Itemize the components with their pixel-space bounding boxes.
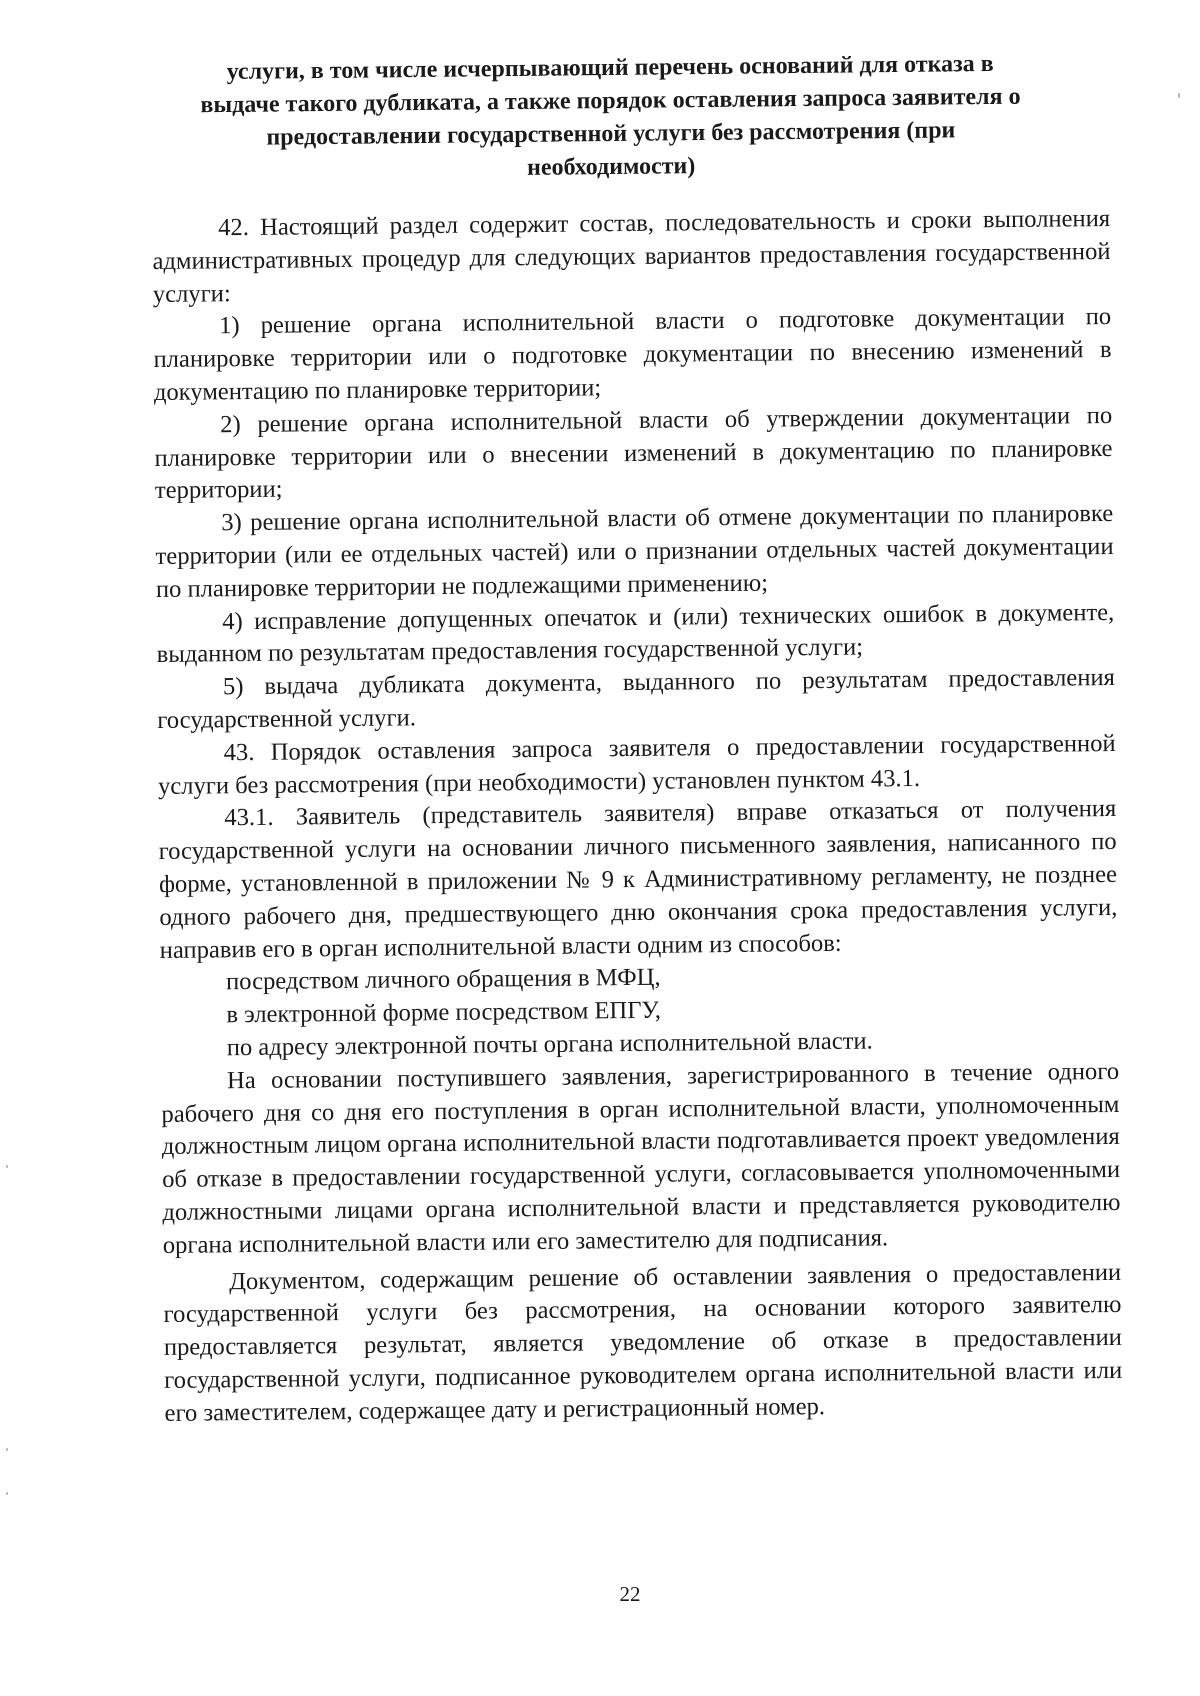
list-item-5: 5) выдача дубликата документа, выданного по результатам предоставления государственной услуги. <box>157 664 1116 734</box>
list-item-3: 3) решение органа исполнительной власти об отмене документации по планировке территории (или ее отдельных частей) или о признании отдельных частей документации по планировке территории не подлежащими применению; <box>155 500 1114 603</box>
scan-speck <box>6 1165 8 1168</box>
section-heading <box>130 47 1091 189</box>
heading-line: выдаче такого дубликата, а также порядок оставления запроса заявителя о <box>200 83 1021 119</box>
scan-speck <box>1178 93 1180 98</box>
paragraph-basis: На основании поступившего заявления, зарегистрированного в течение одного рабочего дня со дня его поступления в орган исполнительной власти, уполномоченным должностным лицом органа исполнительной власти подготавливается проект уведомления об отказе в предоставлении государственной услуги, согласовывается уполномоченными должностными лицами органа исполнительной власти и представляется руководителю органа исполнительной власти или его заместителю для подписания. <box>161 1057 1121 1259</box>
submission-way-email: по адресу электронной почты органа исполнительной власти. <box>226 1027 873 1062</box>
heading-line: необходимости) <box>526 153 696 181</box>
scan-speck <box>6 1448 8 1451</box>
heading-line: предоставлении государственной услуги без рассмотрения (при <box>266 117 956 151</box>
list-item-2: 2) решение органа исполнительной власти об утверждении документации по планировке территории или о внесении изменений в документацию по планировке территории; <box>154 401 1113 505</box>
paragraph-43: 43. Порядок оставления запроса заявителя о предоставлении государственной услуги без рассмотрения (при необходимости) установлен пунктом 43.1. <box>157 729 1116 800</box>
paragraph-42: 42. Настоящий раздел содержит состав, последовательность и сроки выполнения административных процедур для следующих вариантов предоставления государственной услуги: <box>152 204 1111 308</box>
paragraph-43-1: 43.1. Заявитель (представитель заявителя) вправе отказаться от получения государственной услуги на основании личного письменного заявления, написанного по форме, установленной в приложении № 9 к Административному регламенту, не позднее одного рабочего дня, предшествующего дню окончания срока предоставления услуги, направив его в орган исполнительной власти одним из способов: <box>158 795 1118 964</box>
page-number: 22 <box>619 1582 641 1606</box>
document-body <box>152 203 1123 1430</box>
submission-way-mfc: посредством личного обращения в МФЦ, <box>225 964 661 996</box>
list-item-1: 1) решение органа исполнительной власти о подготовке документации по планировке территории или о подготовке документации по внесению изменений в документацию по планировке территории; <box>153 303 1112 406</box>
list-item-4: 4) исправление допущенных опечаток и (или) технических ошибок в документе, выданном по результатам предоставления государственной услуги; <box>156 598 1115 669</box>
scan-speck <box>6 1492 8 1495</box>
paragraph-document: Документом, содержащим решение об оставлении заявления о предоставлении государственной услуги без рассмотрения, на основании которого заявителю предоставляется результат, является уведомление об отказе в предоставлении государственной услуги, подписанное руководителем органа исполнительной власти или его заместителем, содержащее дату и регистрационный номер. <box>163 1258 1123 1427</box>
submission-way-epgu: в электронной форме посредством ЕПГУ, <box>226 996 662 1029</box>
heading-line: услуги, в том числе исчерпывающий перечень оснований для отказа в <box>226 50 994 86</box>
